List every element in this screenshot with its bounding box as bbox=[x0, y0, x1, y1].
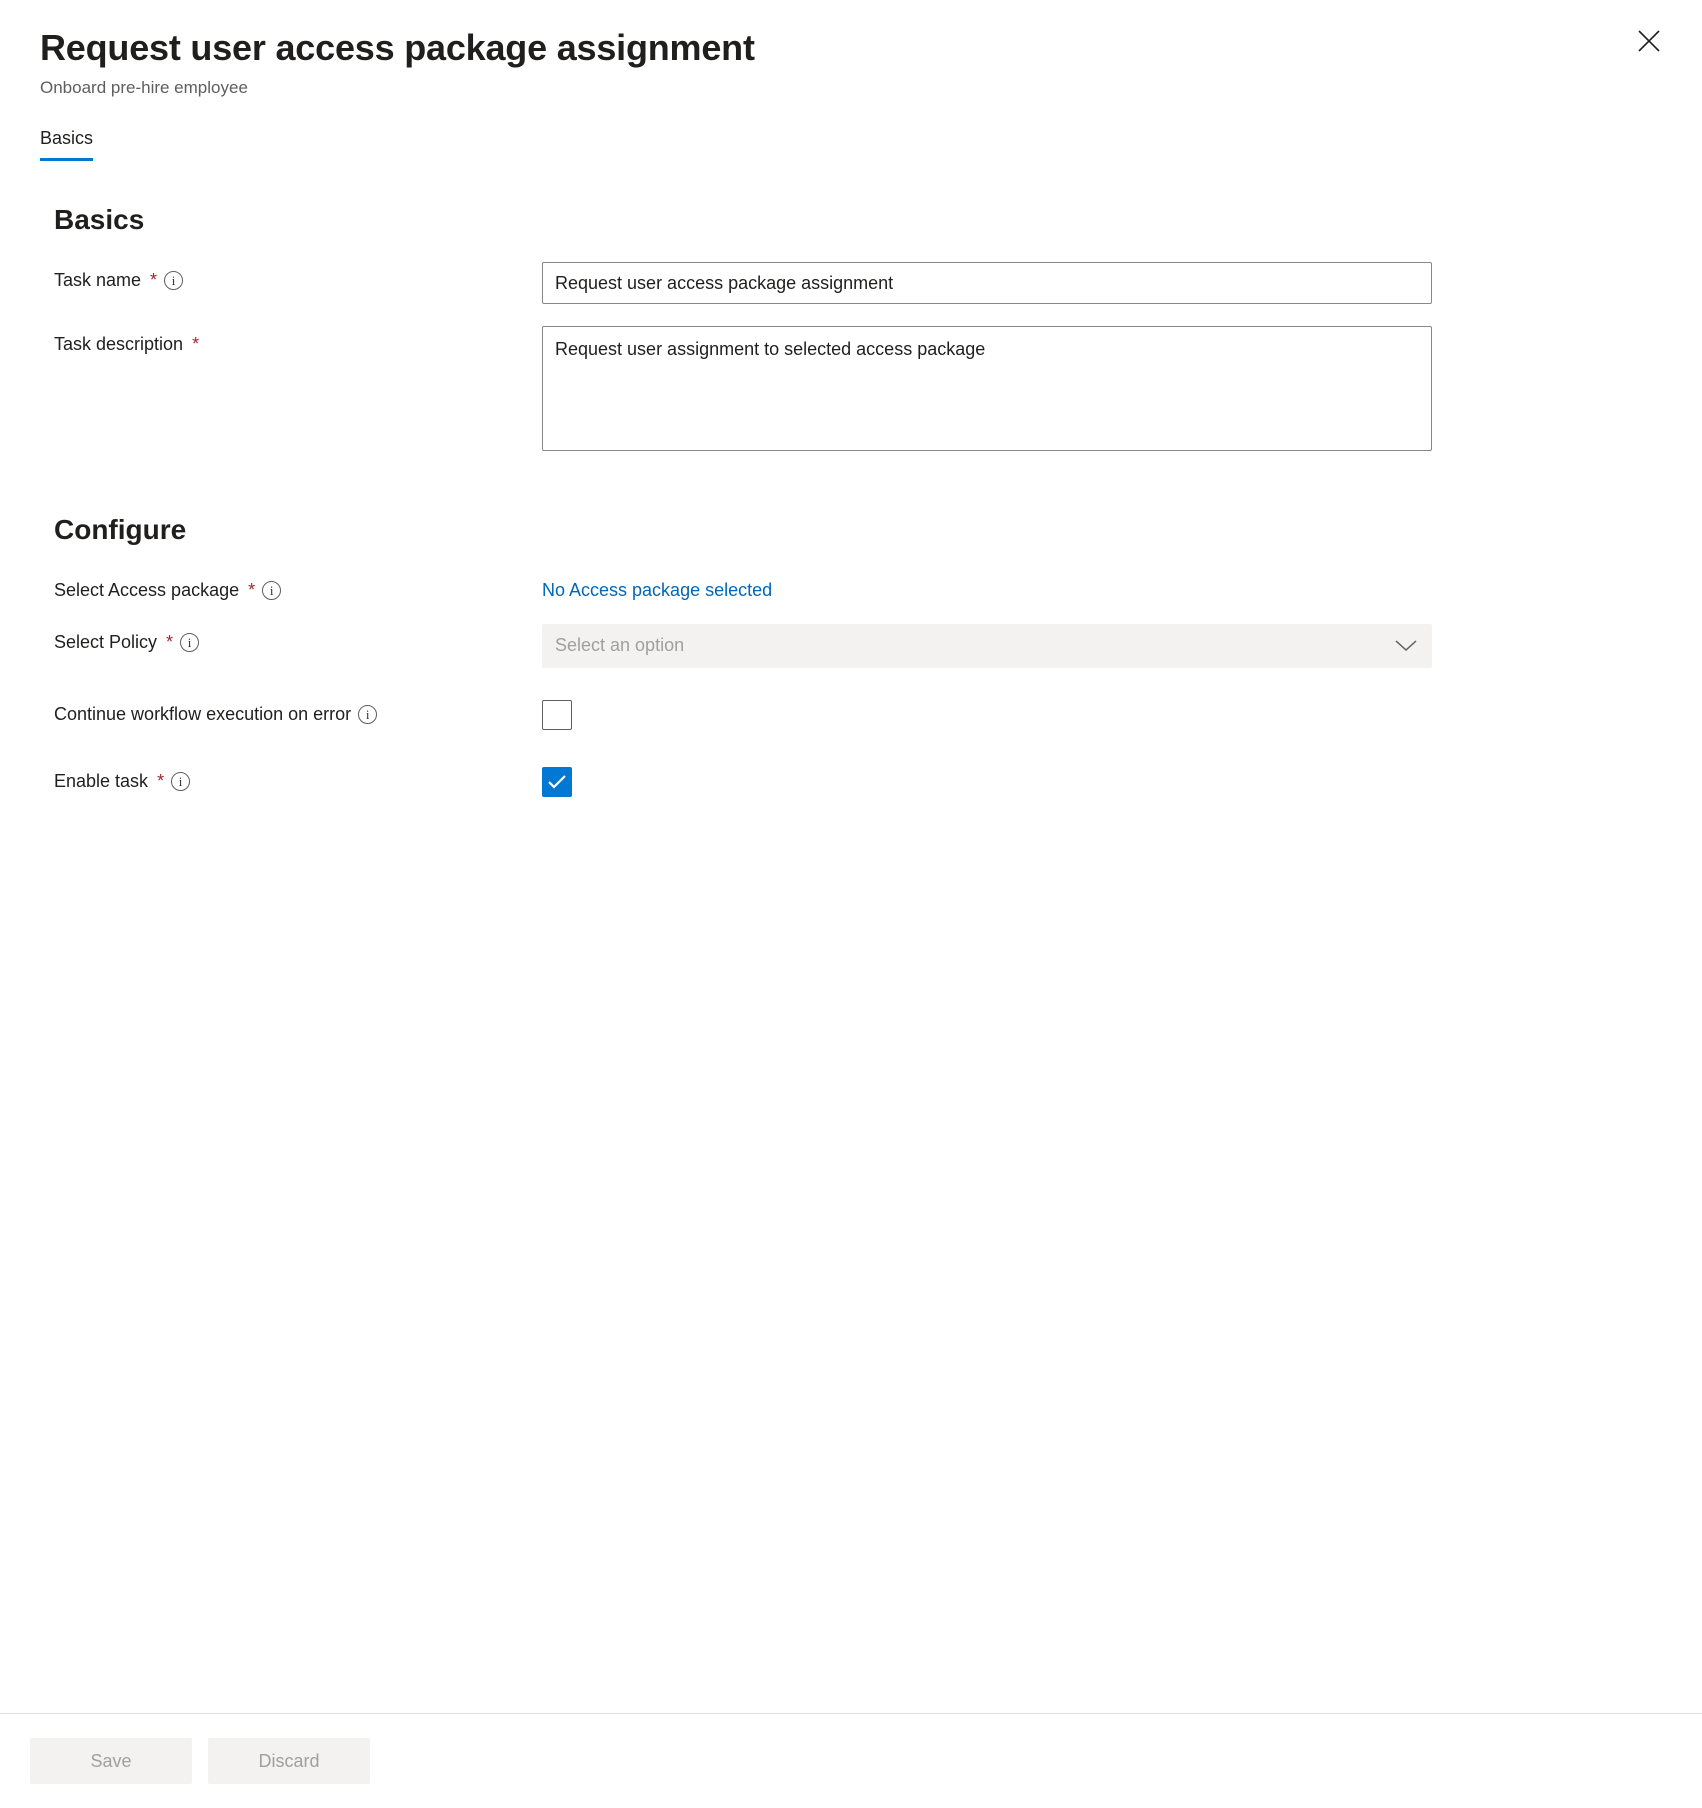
close-glyph bbox=[1636, 28, 1662, 54]
enable-task-checkbox[interactable] bbox=[542, 767, 572, 797]
enable-task-field-cell bbox=[542, 763, 1432, 797]
continue-on-error-field-cell bbox=[542, 696, 1432, 735]
info-icon[interactable]: i bbox=[358, 705, 377, 724]
task-name-label-cell bbox=[40, 262, 542, 292]
section-heading-basics: Basics bbox=[54, 204, 145, 236]
task-description-label-cell bbox=[40, 326, 542, 356]
form-row-task-description bbox=[40, 326, 1662, 456]
checkmark-icon bbox=[547, 774, 567, 790]
task-name-required-marker: * bbox=[150, 270, 158, 291]
access-package-select-link[interactable]: No Access package selected bbox=[542, 580, 773, 601]
info-icon[interactable]: i bbox=[171, 772, 190, 791]
task-description-field-cell bbox=[542, 326, 1432, 456]
continue-on-error-label: Continue workflow execution on error bbox=[54, 703, 352, 724]
task-name-label: Task name bbox=[54, 270, 142, 291]
form-row-enable-task bbox=[40, 763, 1662, 797]
access-package-label: Select Access package bbox=[54, 580, 240, 601]
continue-on-error-label-cell bbox=[40, 696, 542, 726]
discard-button[interactable]: Discard bbox=[208, 1738, 370, 1784]
form-row-policy bbox=[40, 624, 1662, 668]
tab-basics[interactable] bbox=[40, 128, 93, 161]
info-icon[interactable]: i bbox=[164, 271, 183, 290]
panel-footer bbox=[0, 1713, 1702, 1808]
info-icon[interactable]: i bbox=[262, 581, 281, 600]
panel-header bbox=[0, 0, 1702, 98]
page-subtitle: Onboard pre-hire employee bbox=[40, 78, 248, 98]
tab-basics-label: Basics bbox=[40, 128, 94, 149]
chevron-down-icon bbox=[1395, 639, 1417, 653]
form-row-access-package bbox=[40, 572, 1662, 602]
close-icon[interactable] bbox=[1626, 18, 1672, 64]
task-name-field-cell bbox=[542, 262, 1432, 304]
save-button[interactable]: Save bbox=[30, 1738, 192, 1784]
task-description-label: Task description bbox=[54, 334, 184, 355]
policy-label-cell bbox=[40, 624, 542, 654]
info-icon[interactable]: i bbox=[180, 633, 199, 652]
panel-content bbox=[0, 162, 1702, 1713]
section-heading-configure: Configure bbox=[54, 514, 187, 546]
tab-list bbox=[0, 128, 1702, 162]
policy-dropdown[interactable] bbox=[542, 624, 1432, 668]
access-package-label-cell bbox=[40, 572, 542, 602]
enable-task-label: Enable task bbox=[54, 770, 149, 791]
continue-on-error-checkbox[interactable] bbox=[542, 700, 572, 730]
policy-required-marker: * bbox=[166, 631, 174, 652]
form-row-continue-on-error bbox=[40, 696, 1662, 735]
task-description-required-marker: * bbox=[192, 334, 200, 355]
access-package-required-marker: * bbox=[248, 580, 256, 601]
access-package-field-cell bbox=[542, 572, 1432, 601]
policy-label: Select Policy bbox=[54, 631, 158, 652]
task-name-input[interactable] bbox=[542, 262, 1432, 304]
page-title: Request user access package assignment bbox=[40, 27, 755, 68]
task-description-textarea[interactable] bbox=[542, 326, 1432, 451]
policy-dropdown-value: Select an option bbox=[555, 635, 685, 656]
enable-task-required-marker: * bbox=[157, 770, 165, 791]
policy-field-cell bbox=[542, 624, 1432, 668]
enable-task-label-cell bbox=[40, 763, 542, 793]
form-row-task-name bbox=[40, 262, 1662, 304]
